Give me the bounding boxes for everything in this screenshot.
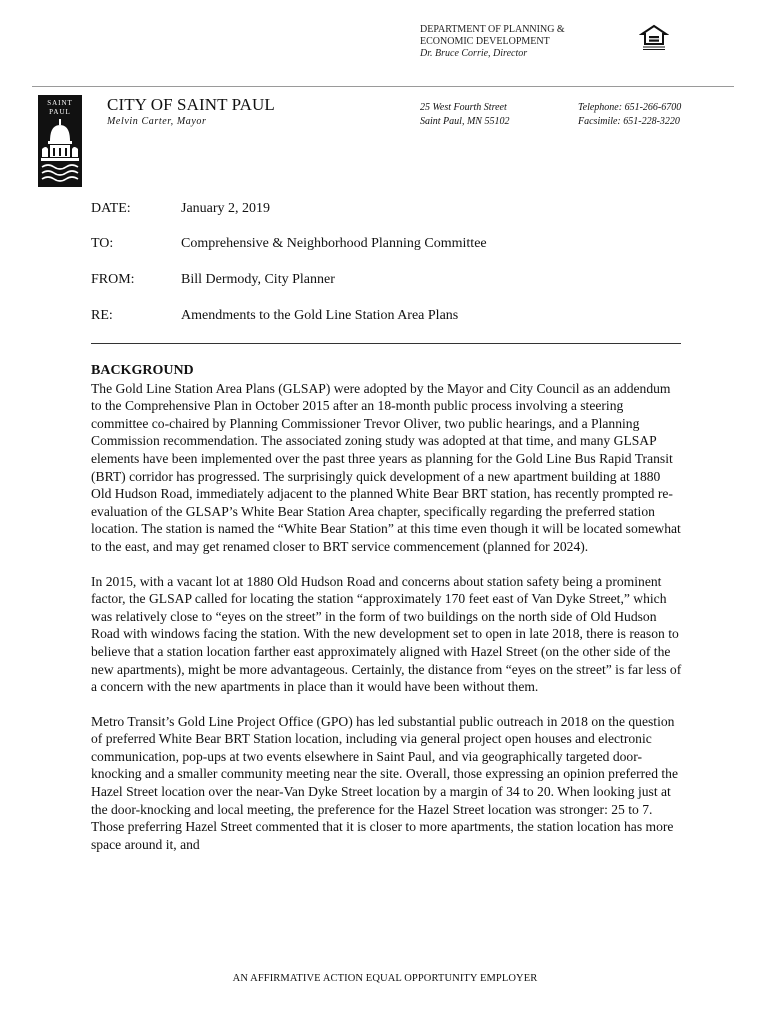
body-paragraph-3: Metro Transit’s Gold Line Project Office (GPO) has led substantial public outreach in 2018 on the question of preferred White Bear BRT Station location, including via general project open houses and electronic communication, pop-ups at two events elsewhere in Saint Paul, and via geographically targeted door-knocking and a smaller community meeting near the site. Overall, those expressing an opinion preferred the Hazel Street location over the near-Van Dyke Street location by a margin of 34 to 20. When looking just at the door-knocking and local meeting, the preference for the Hazel Street location was stronger: 25 to 7. Those preferring Hazel Street commented that it is closer to more apartments, the station location has more space around it, and [91, 713, 678, 852]
memo-date-label: DATE: [91, 201, 131, 216]
body-paragraph-2: In 2015, with a vacant lot at 1880 Old Hudson Road and concerns about station safety being a prominent factor, the GLSAP called for locating the station “approximately 170 feet east of Van Dyke Street,” which was relatively close to “eyes on the street” in the form of two buildings on the north side of Old Hudson Road with windows facing the station. With the new development set to open in late 2018, there is reason to believe that a station location farther east approximately aligned with Hazel Street (on the other side of the new apartments), might be more advantageous. Certainly, the distance from “eyes on the street” is far less of a concern with the new apartments in place than it would have been without them. [91, 573, 682, 695]
memo-divider [91, 343, 681, 344]
director-name: Dr. Bruce Corrie, Director [420, 48, 528, 59]
letterhead-divider [32, 86, 734, 87]
memo-date-value: January 2, 2019 [181, 201, 271, 216]
telephone-number: Telephone: 651-266-6700 [578, 102, 682, 113]
address-line1: 25 West Fourth Street [420, 102, 507, 113]
seal-text-saint: SAINT [47, 99, 73, 107]
memo-re-label: RE: [91, 308, 113, 323]
department-header [420, 24, 565, 60]
section-heading-background: BACKGROUND [91, 363, 194, 378]
contact-numbers [578, 101, 681, 129]
memo-body [91, 362, 683, 870]
mayor-name: Melvin Carter, Mayor [107, 116, 207, 127]
memo-to-value: Comprehensive & Neighborhood Planning Committee [181, 236, 487, 251]
city-seal-icon [38, 95, 82, 187]
equal-housing-icon [639, 24, 669, 52]
city-address [420, 101, 509, 129]
body-paragraph-1: The Gold Line Station Area Plans (GLSAP) were adopted by the Mayor and City Council as an addendum to the Comprehensive Plan in October 2015 after an 18-month public process involving a steering committee co-chaired by Planning Commissioner Trevor Oliver, two public hearings, and a Planning Commission recommendation. The associated zoning study was adopted at that time, and many GLSAP elements have been implemented over the past three years as planning for the Gold Line Bus Rapid Transit (BRT) corridor has progressed. The surprisingly quick development of a new apartment building at 1880 Old Hudson Road, immediately adjacent to the planned White Bear BRT station, has recently prompted re-evaluation of the GLSAP’s White Bear Station Area chapter, specifically regarding the preferred station location. The station is named the “White Bear Station” at this time even though it will be located somewhat to the east, and may get renamed closer to BRT service commencement (planned for 2024). [91, 380, 681, 554]
city-name: CITY OF SAINT PAUL [107, 95, 275, 114]
address-line2: Saint Paul, MN 55102 [420, 116, 510, 127]
memo-from-value: Bill Dermody, City Planner [181, 272, 335, 287]
footer-text: AN AFFIRMATIVE ACTION EQUAL OPPORTUNITY EMPLOYER [232, 973, 538, 984]
department-name-line1: DEPARTMENT OF PLANNING & [420, 24, 565, 35]
memo-to-label: TO: [91, 236, 114, 251]
facsimile-number: Facsimile: 651-228-3220 [578, 116, 680, 127]
seal-text-paul: PAUL [49, 108, 71, 116]
memo-from-label: FROM: [91, 272, 135, 287]
memo-re-value: Amendments to the Gold Line Station Area Plans [181, 308, 459, 323]
department-name-line2: ECONOMIC DEVELOPMENT [420, 36, 550, 47]
